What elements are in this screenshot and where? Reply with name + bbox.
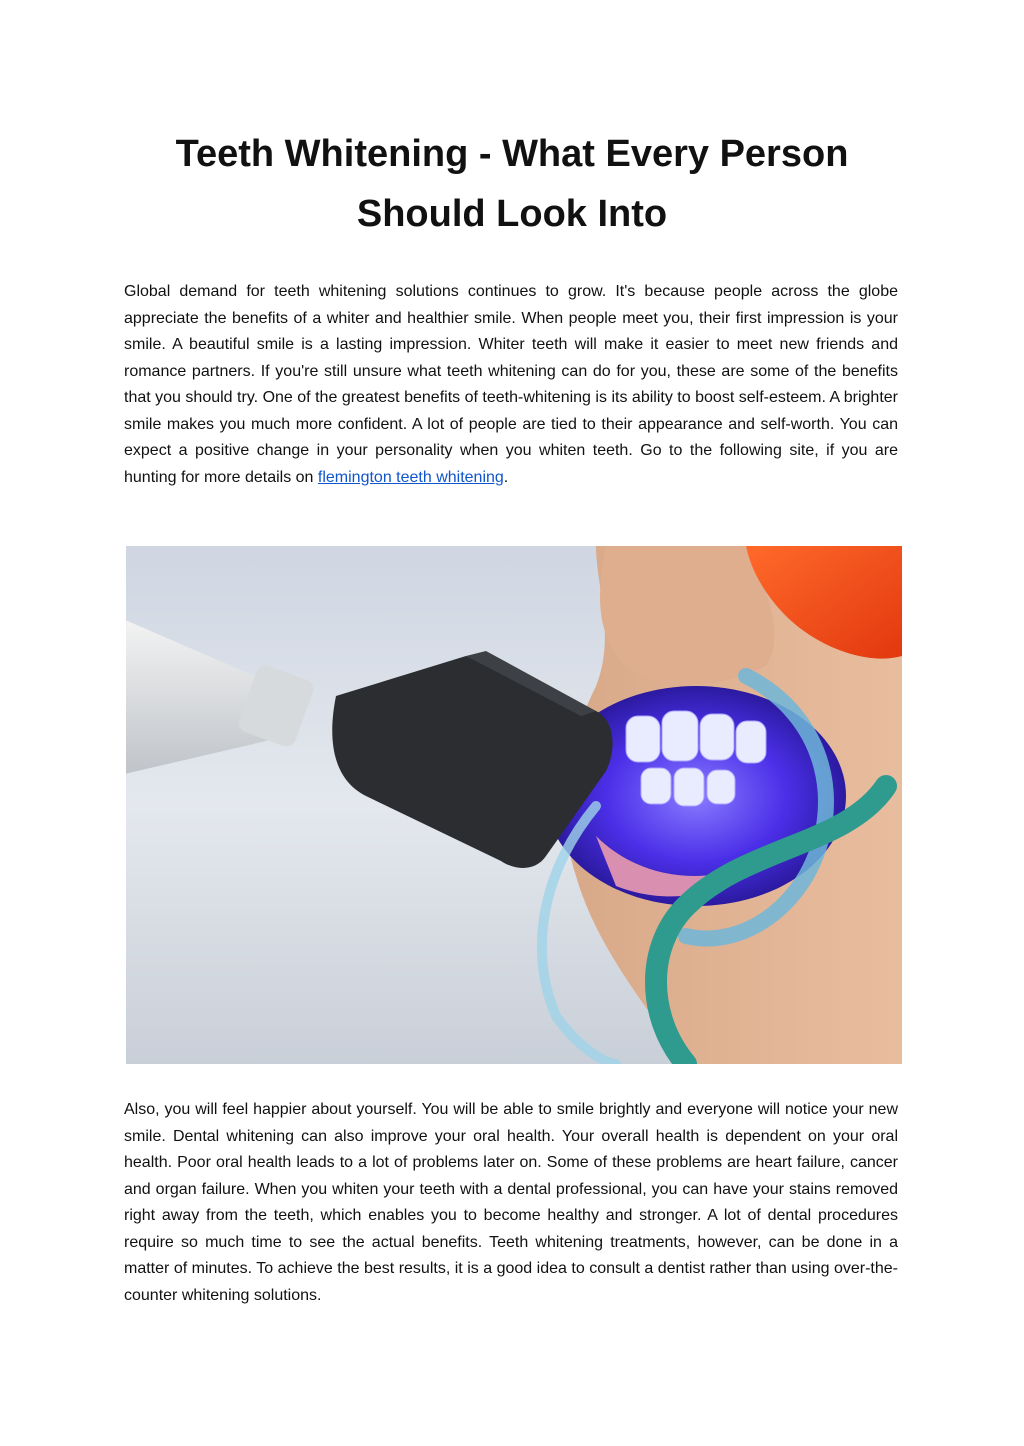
intro-paragraph — [124, 279, 898, 491]
page-title: Teeth Whitening - What Every Person Should Look Into — [175, 133, 849, 235]
teeth-whitening-photo — [126, 546, 902, 1064]
nose-shape — [600, 546, 774, 685]
flemington-teeth-whitening-link[interactable]: flemington teeth whitening — [317, 468, 504, 486]
intro-paragraph-text: Global demand for teeth whitening solutions continues to grow. It's because people across the globe appreciate the benefits of a whiter and healthier smile. When people meet you, their first impression is your smile. A beautiful smile is a lasting impression. Whiter teeth will make it easier to meet new friends and romance partners. If you're still unsure what teeth whitening can do for you, these are some of the benefits that you should try. One of the greatest benefits of teeth-whitening is its ability to boost self-esteem. A brighter smile makes you much more confident. A lot of people are tied to their appearance and self-worth. You can expect a positive change in your personality when you whiten teeth. Go to the following site, if you are hunting for more details on — [124, 283, 898, 486]
intro-paragraph-end: . — [503, 468, 509, 486]
second-paragraph: Also, you will feel happier about yourself. You will be able to smile brightly and everyone will notice your new smile. Dental whitening can also improve your oral health. Your overall health is dependent on your oral health. Poor oral health leads to a lot of problems later on. Some of these problems are heart failure, cancer and organ failure. When you whiten your teeth with a dental professional, you can have your stains removed right away from the teeth, which enables you to become healthy and stronger. A lot of dental procedures require so much time to see the actual benefits. Teeth whitening treatments, however, can be done in a matter of minutes. To achieve the best results, it is a good idea to consult a dentist rather than using over-the-counter whitening solutions. — [124, 1101, 898, 1304]
teeth-whitening-illustration — [126, 546, 902, 1064]
